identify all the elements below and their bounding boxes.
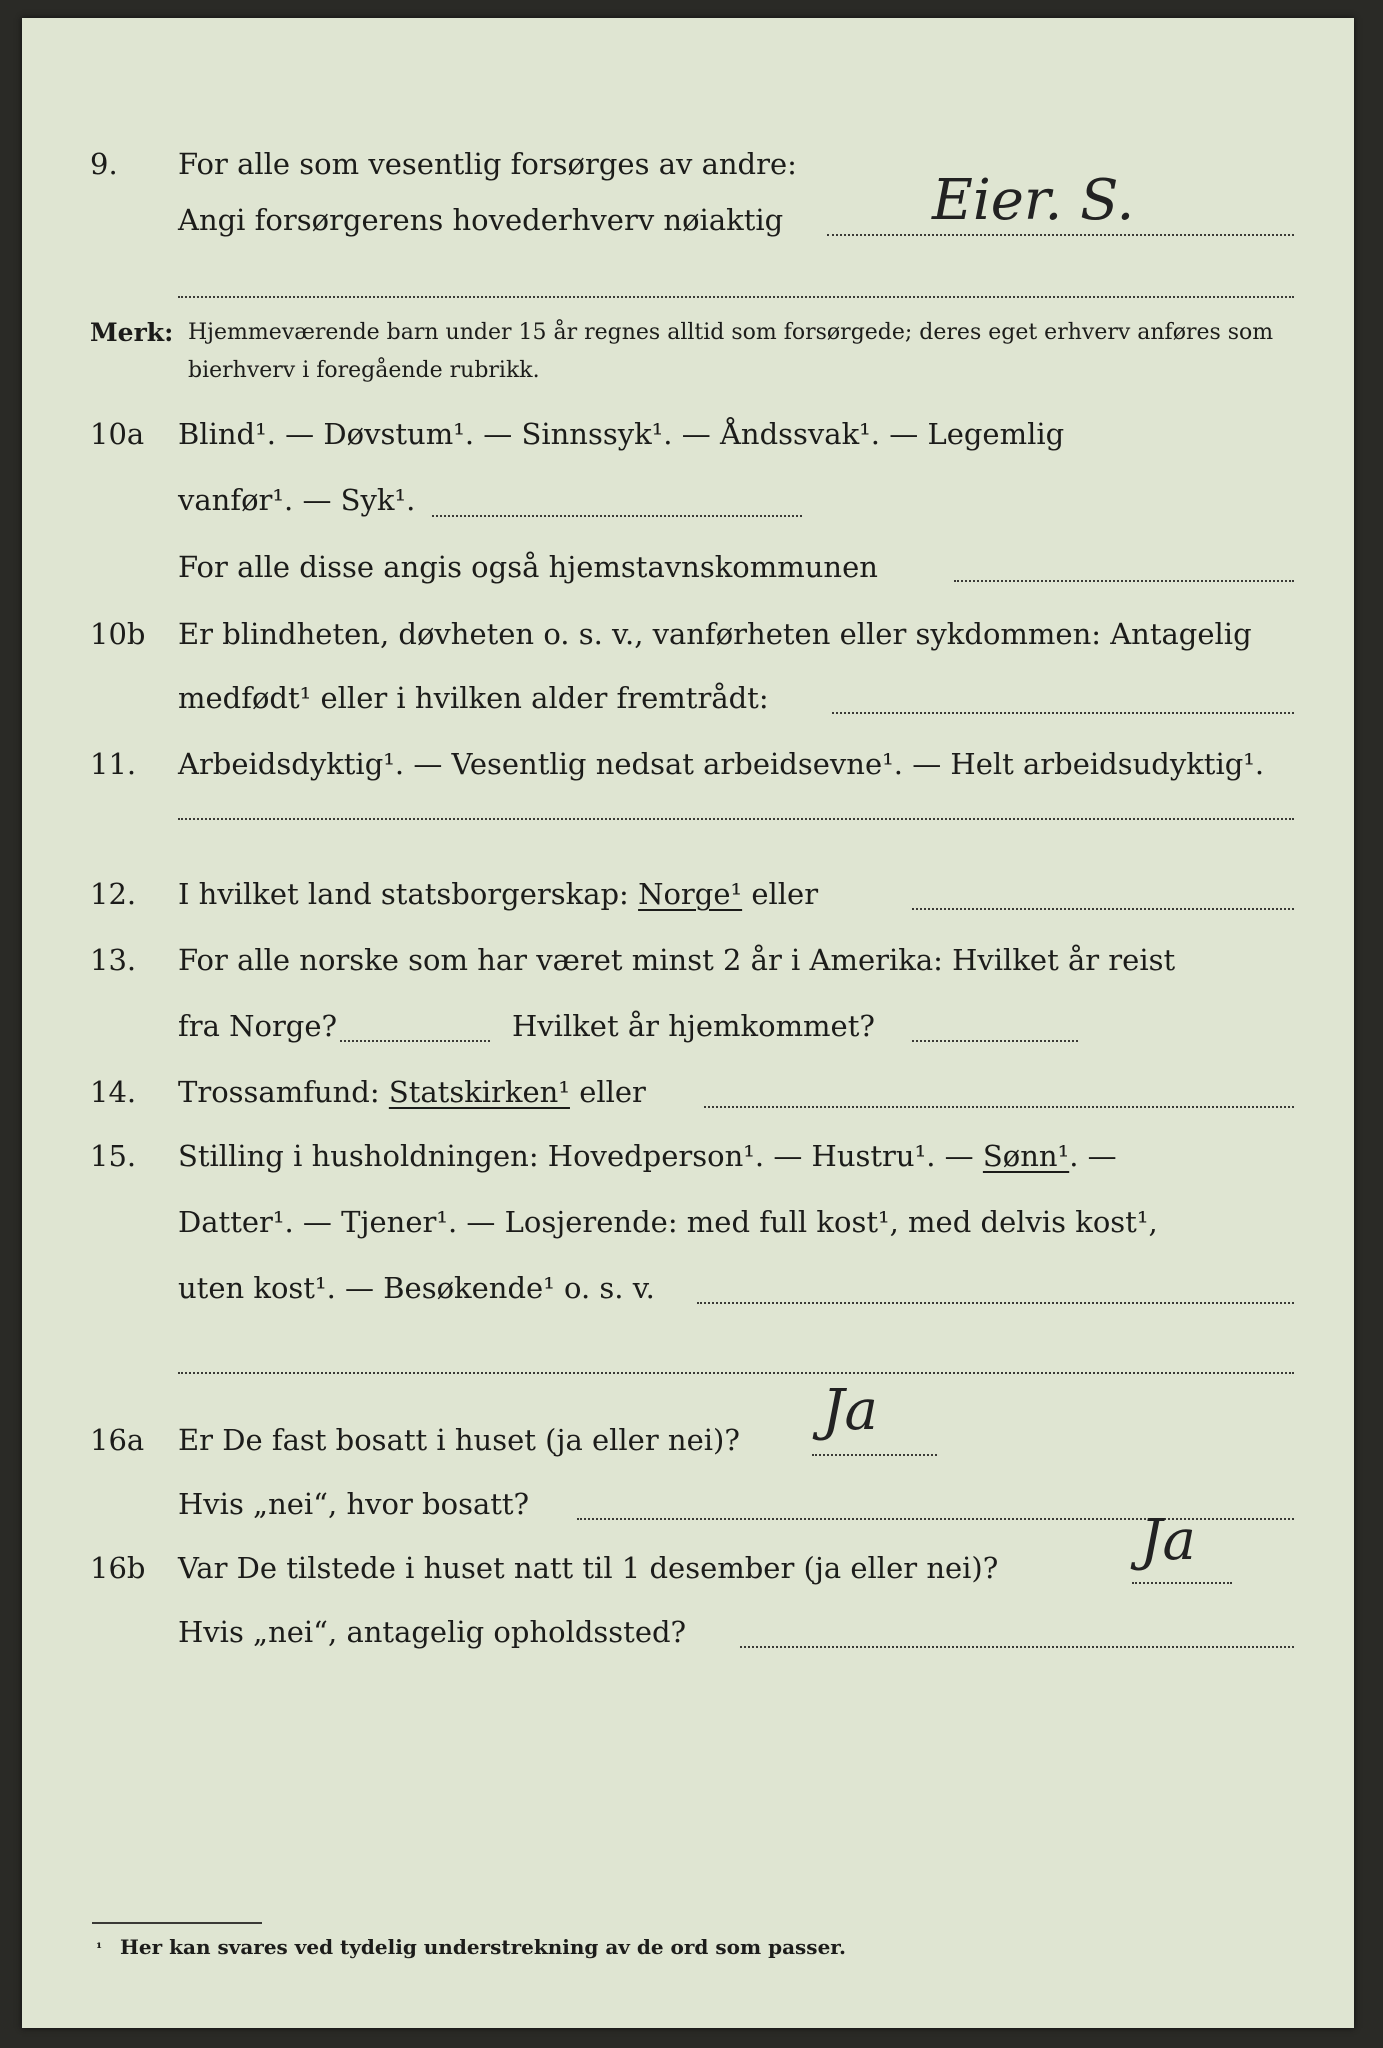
- q9-extra-line: [178, 296, 1294, 298]
- q13-row-1: [22, 936, 1354, 984]
- q14-row-1: [22, 1068, 1354, 1116]
- q16a-number: 16a: [90, 1423, 145, 1457]
- q16b-row-2: [22, 1608, 1354, 1656]
- q13-number: 13.: [90, 943, 137, 977]
- q9-number: 9.: [90, 147, 118, 181]
- q10b-line-2: medfødt¹ eller i hvilken alder fremtrådt:: [178, 681, 769, 715]
- q9-row-1: [22, 140, 1354, 188]
- q9-line-1: For alle som vesentlig forsørges av andre:: [178, 147, 797, 181]
- q9-handwritten-answer: Eier. S.: [932, 168, 1135, 233]
- q9-answer-line: [827, 234, 1294, 236]
- q12-number: 12.: [90, 877, 137, 911]
- q15-extra-line: [178, 1372, 1294, 1374]
- q14-prefix: Trossamfund:: [178, 1075, 380, 1109]
- q10b-number: 10b: [90, 617, 146, 651]
- q16b-answer-line: [1132, 1582, 1232, 1584]
- q16b-number: 16b: [90, 1551, 146, 1585]
- q15-number: 15.: [90, 1139, 137, 1173]
- q13-line-2a: fra Norge?: [178, 1009, 338, 1043]
- q16a-line-2: Hvis „nei“, hvor bosatt?: [178, 1487, 530, 1521]
- q14-number: 14.: [90, 1075, 137, 1109]
- q15-line-2: Datter¹. — Tjener¹. — Losjerende: med full kost¹, med delvis kost¹,: [178, 1205, 1158, 1239]
- q16b-line-1: Var De tilstede i huset natt til 1 desember (ja eller nei)?: [178, 1551, 999, 1585]
- q12-answer-line: [912, 908, 1294, 910]
- q14-text: [178, 1068, 646, 1116]
- q15-line-1b: . —: [1069, 1139, 1117, 1173]
- q10a-line-2: vanfør¹. — Syk¹.: [178, 483, 416, 517]
- q9-row-2: [22, 196, 1354, 244]
- q10a-number: 10a: [90, 417, 145, 451]
- q16b-opholdssted-line: [740, 1646, 1294, 1648]
- q10b-row-1: [22, 610, 1354, 658]
- q13-line-1: For alle norske som har været minst 2 år i Amerika: Hvilket år reist: [178, 943, 1176, 977]
- merk-label: Merk:: [90, 318, 174, 347]
- q16b-handwritten-answer: Ja: [1140, 1508, 1196, 1573]
- q13-line-2b: Hvilket år hjemkommet?: [512, 1009, 875, 1043]
- q14-suffix: eller: [579, 1075, 646, 1109]
- q11-answer-line: [178, 818, 1294, 820]
- census-form-page: [22, 18, 1354, 2028]
- q14-answer-line: [704, 1106, 1294, 1108]
- q9-line-2: Angi forsørgerens hovederhverv nøiaktig: [178, 203, 784, 237]
- footnote-text: Her kan svares ved tydelig understrekning av de ord som passer.: [120, 1935, 846, 1959]
- q12-underlined-norge: Norge¹: [638, 877, 743, 911]
- q15-line-1a: Stilling i husholdningen: Hovedperson¹. — Hustru¹. —: [178, 1139, 974, 1173]
- q15-row-2: [22, 1198, 1354, 1246]
- q16b-line-2: Hvis „nei“, antagelig opholdssted?: [178, 1615, 687, 1649]
- q12-text: [178, 870, 818, 918]
- q11-line-1: Arbeidsdyktig¹. — Vesentlig nedsat arbeidsevne¹. — Helt arbeidsudyktig¹.: [178, 747, 1265, 781]
- q10b-answer-line: [832, 712, 1294, 714]
- q15-line-3: uten kost¹. — Besøkende¹ o. s. v.: [178, 1271, 655, 1305]
- q14-underlined-statskirken: Statskirken¹: [388, 1075, 570, 1109]
- q16a-line-1: Er De fast bosatt i huset (ja eller nei)?: [178, 1423, 740, 1457]
- q15-row-3: [22, 1264, 1354, 1312]
- q16a-row-1: [22, 1416, 1354, 1464]
- q11-row-1: [22, 740, 1354, 788]
- q16a-answer-line: [812, 1454, 937, 1456]
- q10a-line-1: Blind¹. — Døvstum¹. — Sinnssyk¹. — Åndssvak¹. — Legemlig: [178, 417, 1065, 451]
- q15-row-1: [22, 1132, 1354, 1180]
- q12-row-1: [22, 870, 1354, 918]
- q16a-handwritten-answer: Ja: [822, 1378, 878, 1443]
- footnote-marker: ¹: [96, 1941, 103, 1957]
- q15-answer-line: [697, 1302, 1294, 1304]
- q15-line-1: [178, 1132, 1117, 1180]
- q15-underlined-sonn: Sønn¹: [982, 1139, 1070, 1173]
- q12-prefix: I hvilket land statsborgerskap:: [178, 877, 629, 911]
- q13-row-2: [22, 1002, 1354, 1050]
- q10a-answer-line: [432, 515, 802, 517]
- q13-hjemkommet-line: [912, 1040, 1078, 1042]
- q12-suffix: eller: [751, 877, 819, 911]
- merk-text: Hjemmeværende barn under 15 år regnes alltid som forsørgede; deres eget erhverv anføres som bierhverv i foregående rubrikk.: [188, 320, 1274, 383]
- q13-reist-line: [340, 1040, 490, 1042]
- q10a-kommune-line: [954, 580, 1294, 582]
- q10a-line-3: For alle disse angis også hjemstavnskommunen: [178, 550, 878, 584]
- q10a-row-3: [22, 543, 1354, 591]
- footnote-divider: [92, 1922, 262, 1924]
- q10b-row-2: [22, 674, 1354, 722]
- q10a-row-1: [22, 410, 1354, 458]
- q11-number: 11.: [90, 747, 137, 781]
- q10b-line-1: Er blindheten, døvheten o. s. v., vanførheten eller sykdommen: Antagelig: [178, 617, 1252, 651]
